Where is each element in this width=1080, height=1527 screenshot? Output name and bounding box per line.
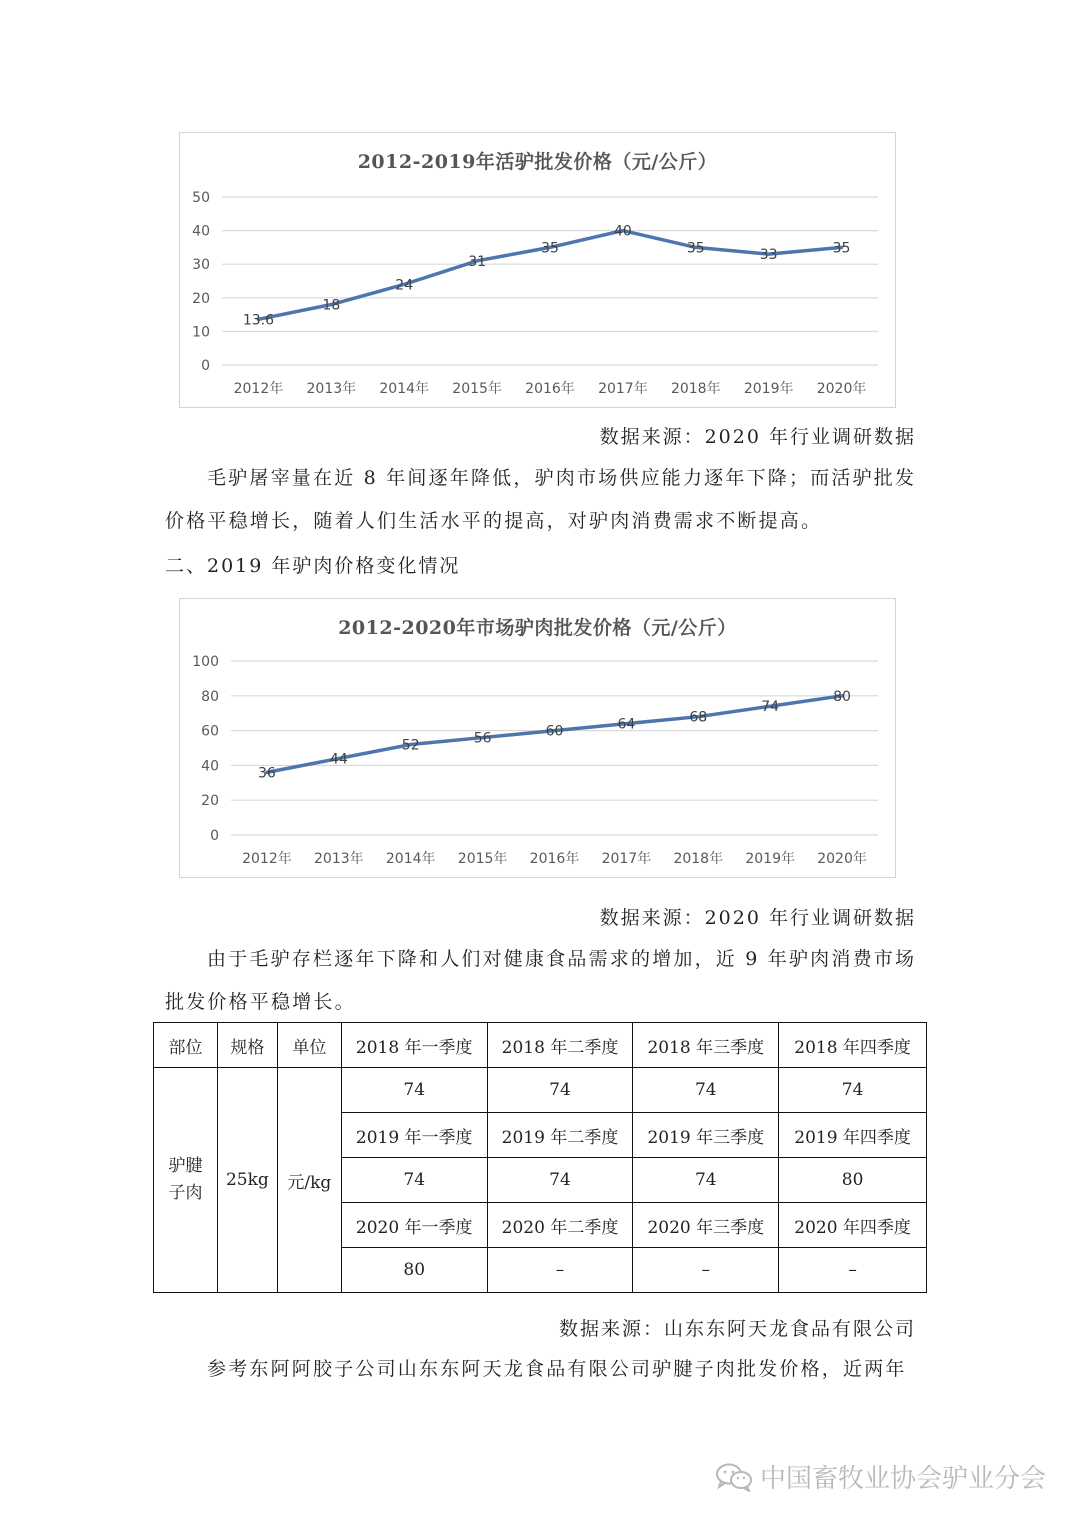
table-cell: – bbox=[779, 1248, 927, 1293]
x-tick-label: 2014年 bbox=[379, 381, 430, 397]
chart-1-source: 数据来源：2020 年行业调研数据 bbox=[599, 426, 916, 448]
header-cell: 单位 bbox=[277, 1023, 341, 1068]
table-row bbox=[154, 1068, 927, 1113]
chart-2-plot bbox=[180, 599, 894, 877]
x-tick-label: 2013年 bbox=[314, 851, 364, 867]
x-tick-label: 2017年 bbox=[598, 381, 648, 397]
chart-2-source: 数据来源：2020 年行业调研数据 bbox=[599, 907, 916, 929]
table-source: 数据来源：山东东阿天龙食品有限公司 bbox=[558, 1318, 916, 1340]
x-tick-label: 2013年 bbox=[306, 381, 357, 397]
table-cell: 74 bbox=[341, 1068, 487, 1113]
chart-1 bbox=[179, 132, 896, 408]
y-tick-label: 10 bbox=[192, 324, 210, 341]
table-cell: 2019 年四季度 bbox=[779, 1113, 927, 1158]
data-label: 35 bbox=[832, 240, 851, 257]
chart-2-title: 2012-2020年市场驴肉批发价格（元/公斤） bbox=[338, 617, 737, 639]
data-label: 60 bbox=[545, 723, 564, 740]
wechat-icon bbox=[714, 1462, 754, 1492]
part-cell bbox=[154, 1068, 218, 1293]
table-cell: 2019 年一季度 bbox=[341, 1113, 487, 1158]
y-tick-label: 40 bbox=[201, 758, 219, 775]
x-tick-label: 2019年 bbox=[743, 381, 794, 397]
y-tick-label: 20 bbox=[192, 290, 210, 307]
data-label: 52 bbox=[401, 737, 420, 754]
data-label: 80 bbox=[833, 688, 851, 705]
table-header-row bbox=[154, 1023, 927, 1068]
data-label: 64 bbox=[617, 716, 636, 733]
table-cell: 2019 年三季度 bbox=[633, 1113, 779, 1158]
x-tick-label: 2015年 bbox=[452, 381, 502, 397]
table-cell: 74 bbox=[779, 1068, 927, 1113]
data-label: 74 bbox=[761, 699, 780, 716]
table-cell: 2020 年一季度 bbox=[341, 1203, 487, 1248]
data-label: 36 bbox=[258, 765, 276, 782]
header-cell: 2018 年三季度 bbox=[633, 1023, 779, 1068]
data-label: 33 bbox=[759, 247, 778, 264]
table-cell: 80 bbox=[779, 1158, 927, 1203]
table-cell: 80 bbox=[341, 1248, 487, 1293]
x-tick-label: 2016年 bbox=[525, 381, 575, 397]
data-label: 35 bbox=[541, 240, 559, 257]
x-tick-label: 2018年 bbox=[670, 381, 721, 397]
x-tick-label: 2012年 bbox=[242, 851, 292, 867]
paragraph-1: 毛驴屠宰量在近 8 年间逐年降低，驴肉市场供应能力逐年下降；而活驴批发价格平稳增长，随着人们生活水平的提高，对驴肉消费需求不断提高。 bbox=[165, 467, 917, 532]
y-tick-label: 80 bbox=[201, 688, 219, 705]
data-label: 35 bbox=[686, 240, 705, 257]
x-tick-label: 2015年 bbox=[457, 851, 508, 867]
x-tick-label: 2020年 bbox=[816, 381, 867, 397]
watermark bbox=[714, 1458, 1046, 1495]
header-cell: 规格 bbox=[217, 1023, 277, 1068]
table-cell: – bbox=[487, 1248, 633, 1293]
chart-1-title: 2012-2019年活驴批发价格（元/公斤） bbox=[357, 151, 718, 173]
data-label: 56 bbox=[473, 730, 492, 747]
data-label: 13.6 bbox=[242, 312, 275, 329]
watermark-text: 中国畜牧业协会驴业分会 bbox=[759, 1464, 1046, 1494]
table-cell: 74 bbox=[633, 1068, 779, 1113]
x-tick-label: 2014年 bbox=[385, 851, 436, 867]
spec-cell: 25kg bbox=[217, 1068, 277, 1293]
x-tick-label: 2018年 bbox=[673, 851, 724, 867]
y-tick-label: 60 bbox=[201, 723, 219, 740]
table-cell: 74 bbox=[487, 1068, 633, 1113]
data-label: 18 bbox=[322, 297, 341, 314]
y-tick-label: 100 bbox=[192, 654, 219, 670]
part-label-line: 子肉 bbox=[168, 1183, 203, 1203]
y-tick-label: 0 bbox=[201, 358, 210, 374]
table-cell: 74 bbox=[633, 1158, 779, 1203]
data-label: 40 bbox=[613, 223, 632, 240]
header-cell: 2018 年四季度 bbox=[779, 1023, 927, 1068]
data-label: 44 bbox=[329, 751, 348, 768]
table-cell: 2020 年二季度 bbox=[487, 1203, 633, 1248]
table-cell: 2019 年二季度 bbox=[487, 1113, 633, 1158]
x-tick-label: 2020年 bbox=[817, 851, 867, 867]
x-tick-label: 2012年 bbox=[233, 381, 284, 397]
x-tick-label: 2019年 bbox=[745, 851, 795, 867]
chart-2 bbox=[179, 598, 896, 878]
table-cell: 74 bbox=[487, 1158, 633, 1203]
table-cell: 74 bbox=[341, 1158, 487, 1203]
y-tick-label: 40 bbox=[192, 223, 210, 240]
y-tick-label: 20 bbox=[201, 793, 219, 810]
section-heading-2: 二、2019 年驴肉价格变化情况 bbox=[165, 555, 461, 577]
paragraph-2: 由于毛驴存栏逐年下降和人们对健康食品需求的增加，近 9 年驴肉消费市场批发价格平稳增长。 bbox=[165, 948, 917, 1013]
paragraph-3: 参考东阿阿胶子公司山东东阿天龙食品有限公司驴腱子肉批发价格，近两年 bbox=[207, 1358, 907, 1380]
data-label: 31 bbox=[468, 253, 487, 270]
table-cell: 2020 年三季度 bbox=[633, 1203, 779, 1248]
unit-cell: 元/kg bbox=[277, 1068, 341, 1293]
chart-1-plot bbox=[180, 133, 894, 407]
table-cell: – bbox=[633, 1248, 779, 1293]
header-cell: 2018 年一季度 bbox=[341, 1023, 487, 1068]
header-cell: 部位 bbox=[154, 1023, 218, 1068]
price-table bbox=[153, 1022, 927, 1293]
y-tick-label: 30 bbox=[192, 257, 210, 274]
part-label bbox=[168, 1156, 202, 1203]
header-cell: 2018 年二季度 bbox=[487, 1023, 633, 1068]
y-tick-label: 50 bbox=[192, 190, 210, 206]
table-cell: 2020 年四季度 bbox=[779, 1203, 927, 1248]
x-tick-label: 2016年 bbox=[529, 851, 580, 867]
data-label: 24 bbox=[395, 277, 414, 294]
x-tick-label: 2017年 bbox=[601, 851, 652, 867]
y-tick-label: 0 bbox=[210, 828, 219, 844]
data-label: 68 bbox=[689, 709, 708, 726]
part-label-line: 驴腱 bbox=[168, 1156, 203, 1176]
